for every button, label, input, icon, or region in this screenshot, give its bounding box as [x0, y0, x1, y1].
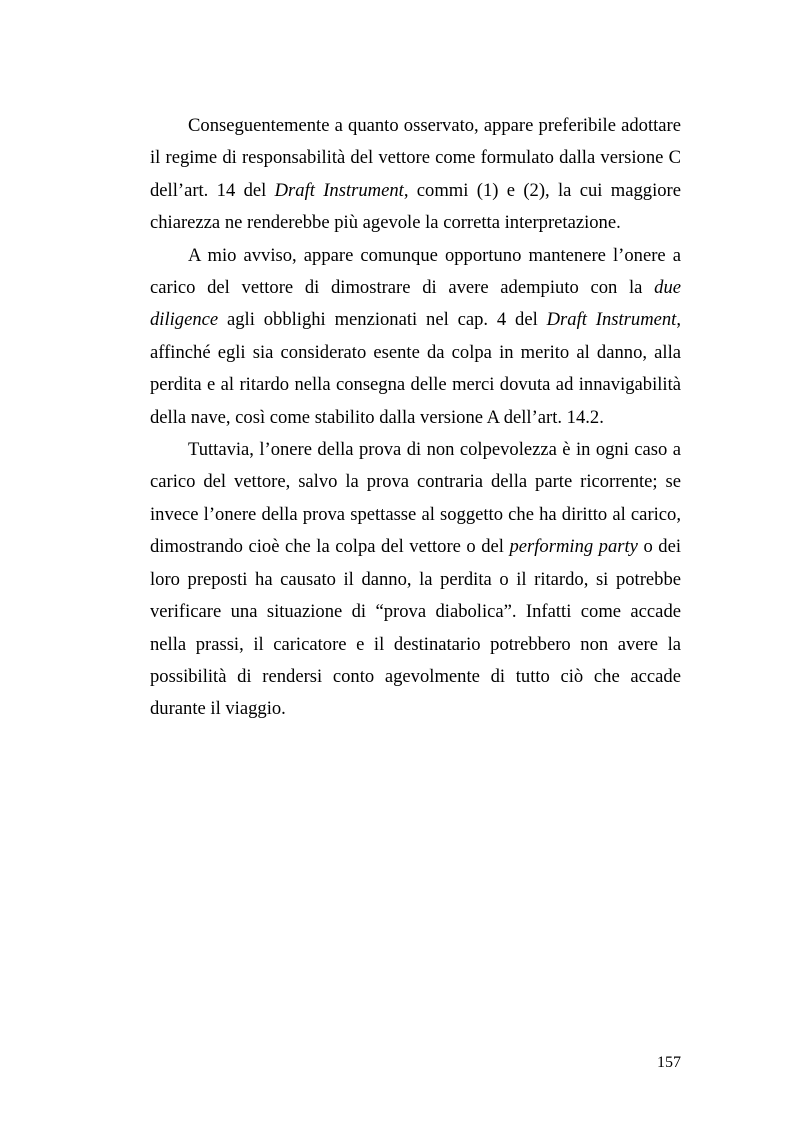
text-run: , affinché egli sia considerato esente da colpa in merito al danno, alla perdita e al ritardo nella consegna delle merci dovuta ad innavigabilità della nave, così come stabilito dalla versione A dell’art. 14.2. — [150, 309, 681, 428]
paragraph-3 — [150, 434, 681, 726]
italic-term-performing-party: performing party — [509, 536, 638, 558]
text-run: Conseguentemente a quanto osservato, appare preferibile adottare il regime di responsabilità del vettore come formulato dalla versione C dell’art. 14 del — [150, 115, 681, 201]
italic-term-draft-instrument: Draft Instrument — [274, 179, 404, 201]
body-text — [150, 110, 681, 726]
text-run: Tuttavia, l’onere della prova di non colpevolezza è in ogni caso a carico del vettore, salvo la prova contraria della parte ricorrente; se invece l’onere della prova spettasse al soggetto che ha diritto al carico, dimostrando cioè che la colpa del vettore o del — [150, 439, 681, 558]
text-run: , commi (1) e (2), la cui maggiore chiarezza ne renderebbe più agevole la corretta interpretazione. — [150, 179, 681, 234]
italic-term-draft-instrument: Draft Instrument — [546, 309, 677, 331]
text-run: o dei loro preposti ha causato il danno, la perdita o il ritardo, si potrebbe verificare una situazione di “prova diabolica”. Infatti come accade nella prassi, il caricatore e il destinatario potrebbero non avere la possibilità di rendersi conto agevolmente di tutto ciò che accade durante il viaggio. — [150, 536, 681, 720]
italic-term-due-diligence: due diligence — [150, 277, 681, 331]
text-run: A mio avviso, appare comunque opportuno mantenere l’onere a carico del vettore di dimostrare di avere adempiuto con la — [150, 244, 681, 299]
page-number: 157 — [657, 1054, 681, 1071]
text-run: agli obblighi menzionati nel cap. 4 del — [218, 309, 547, 331]
paragraph-2 — [150, 240, 681, 434]
paragraph-1 — [150, 110, 681, 240]
